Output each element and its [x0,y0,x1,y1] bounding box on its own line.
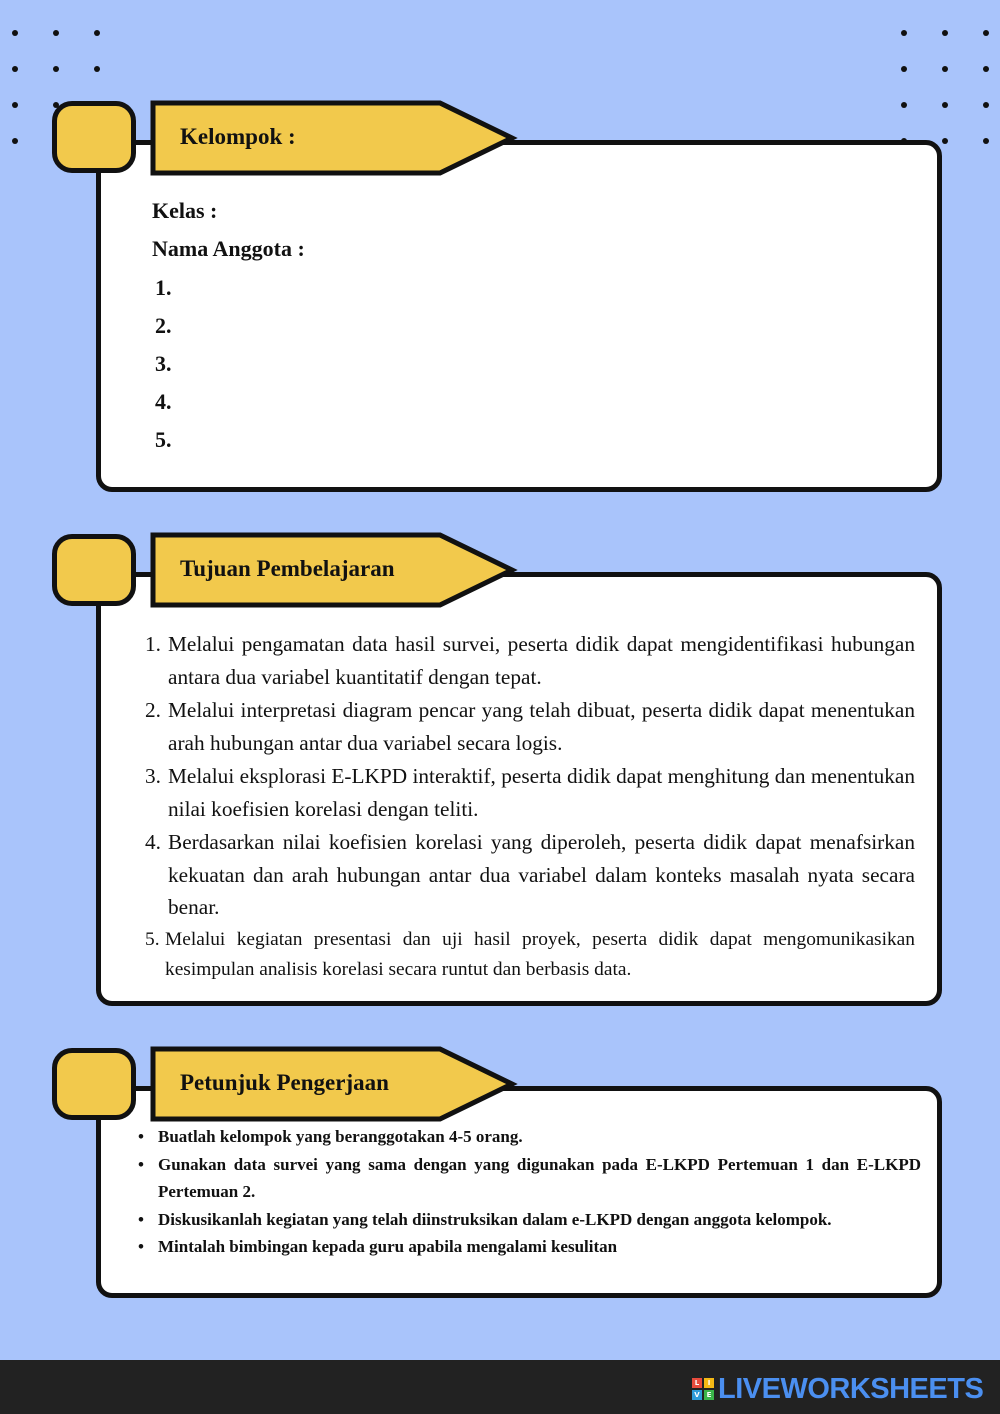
dot [942,30,948,36]
petunjuk-item-text: Buatlah kelompok yang beranggotakan 4-5 orang. [158,1127,523,1146]
tujuan-item-text: Melalui pengamatan data hasil survei, peserta didik dapat mengidentifikasi hubungan antara dua variabel kuantitatif dengan tepat. [168,632,915,689]
member-number-5: 5. [155,427,172,452]
bullet-icon: • [138,1209,144,1229]
dot [53,30,59,36]
dot [942,138,948,144]
petunjuk-item [138,1233,921,1261]
tujuan-item-number: 3. [145,764,161,788]
dot [94,30,100,36]
liveworksheets-logo-icon [692,1378,714,1400]
tujuan-item [145,826,915,924]
dot [942,66,948,72]
dot [12,102,18,108]
petunjuk-item-text: Gunakan data survei yang sama dengan yang digunakan pada E-LKPD Pertemuan 1 dan E-LKPD Pertemuan 2. [158,1154,921,1201]
tujuan-item-number: 5. [145,928,160,950]
dot [901,30,907,36]
dot [12,138,18,144]
tujuan-item-text: Berdasarkan nilai koefisien korelasi yang diperoleh, peserta didik dapat menafsirkan kekuatan dan arah hubungan antar dua variabel dalam konteks masalah nyata secara benar. [168,830,915,919]
member-number-3: 3. [155,351,172,376]
decorative-dots-right [901,30,989,144]
member-number-1: 1. [155,275,172,300]
dot [901,102,907,108]
tujuan-item [145,760,915,825]
tujuan-title: Tujuan Pembelajaran [180,556,395,581]
logo-square-e: E [704,1390,714,1400]
member-number-2: 2. [155,313,172,338]
dot [942,102,948,108]
petunjuk-item [138,1151,921,1206]
tujuan-item [145,694,915,759]
petunjuk-badge [52,1048,136,1120]
dot [983,138,989,144]
petunjuk-item [138,1123,921,1151]
kelompok-card [96,140,942,492]
tujuan-item-text: Melalui kegiatan presentasi dan uji hasil proyek, peserta didik dapat mengomunikasikan kesimpulan analisis korelasi secara runtut dan berbasis data. [165,928,915,980]
kelas-label: Kelas : [152,198,218,223]
dot [94,66,100,72]
tujuan-item [145,925,915,985]
dot [983,30,989,36]
dot [983,102,989,108]
tujuan-item-number: 4. [145,830,161,854]
bullet-icon: • [138,1237,144,1256]
petunjuk-list [138,1123,921,1261]
logo-square-i: I [704,1378,714,1388]
tujuan-item-number: 2. [145,698,161,722]
bullet-icon: • [138,1127,144,1146]
dot [53,66,59,72]
dot [12,66,18,72]
tujuan-item-number: 1. [145,632,161,656]
petunjuk-title: Petunjuk Pengerjaan [180,1070,389,1095]
logo-square-v: V [692,1390,702,1400]
nama-anggota-label: Nama Anggota : [152,236,305,261]
dot [983,66,989,72]
kelompok-title: Kelompok : [180,124,296,149]
petunjuk-title-tag [150,1046,520,1124]
tujuan-item-text: Melalui eksplorasi E-LKPD interaktif, peserta didik dapat menghitung dan menentukan nilai koefisien korelasi dengan teliti. [168,764,915,821]
tujuan-item-text: Melalui interpretasi diagram pencar yang telah dibuat, peserta didik dapat menentukan arah hubungan antar dua variabel secara logis. [168,698,915,755]
tujuan-list [145,628,915,986]
dot [901,66,907,72]
petunjuk-item-text: Mintalah bimbingan kepada guru apabila mengalami kesulitan [158,1237,618,1256]
petunjuk-item [138,1206,921,1234]
liveworksheets-logo-text[interactable]: LIVEWORKSHEETS [718,1373,984,1405]
tujuan-badge [52,534,136,606]
kelompok-title-tag [150,100,520,178]
bullet-icon: • [138,1154,144,1174]
logo-square-l: L [692,1378,702,1388]
member-number-4: 4. [155,389,172,414]
dot [12,30,18,36]
tujuan-item [145,628,915,693]
petunjuk-item-text: Diskusikanlah kegiatan yang telah diinstruksikan dalam e-LKPD dengan anggota kelompok. [158,1209,832,1229]
kelompok-badge [52,101,136,173]
tujuan-title-tag [150,532,520,610]
